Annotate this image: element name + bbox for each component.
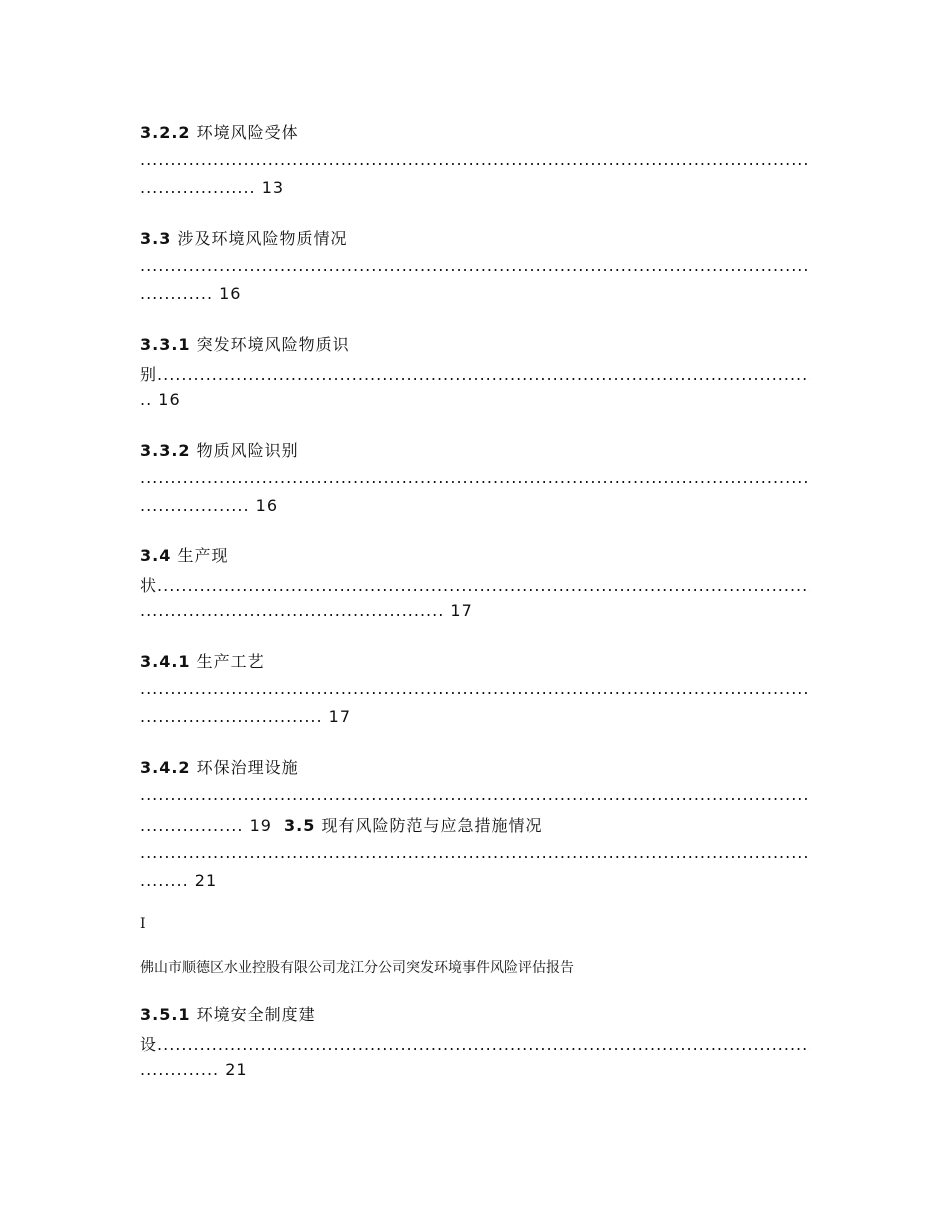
toc-entry-page: 16	[158, 390, 181, 409]
toc-entry-page: 19	[249, 816, 272, 835]
toc-entry-heading	[140, 543, 228, 566]
toc-entry-page: 16	[255, 496, 278, 515]
toc-entry-page: 21	[194, 871, 218, 890]
toc-leader-dots	[140, 256, 810, 275]
toc-leader-dots	[140, 785, 810, 804]
toc-entry-page-line: .............................. 17	[140, 707, 352, 726]
toc-entry-number: 3.3	[140, 229, 172, 248]
toc-leader-line	[140, 362, 810, 385]
toc-entry-title: 涉及环境风险物质情况	[177, 229, 348, 248]
toc-entry-page: 16	[219, 284, 242, 303]
toc-entry-number: 3.5.1	[140, 1005, 191, 1024]
toc-leader-dots	[140, 468, 810, 487]
toc-entry-heading	[140, 226, 347, 249]
toc-entry-title: 环境安全制度建	[196, 1005, 316, 1024]
toc-entry-number: 3.3.1	[140, 335, 191, 354]
toc-entry-page: 21	[225, 1060, 248, 1079]
toc-entry-title: 生产现	[177, 546, 229, 565]
toc-leader-dots	[140, 150, 810, 169]
toc-leader-line	[140, 1032, 810, 1055]
toc-entry-page-line: .................................................. 17	[140, 601, 473, 620]
toc-entry-number: 3.3.2	[140, 441, 191, 460]
toc-leader-dots	[140, 843, 810, 862]
toc-entry-page-line: ............ 16	[140, 284, 242, 303]
toc-entry-heading	[140, 120, 299, 143]
toc-entry-page-line: ................. 19 3.5 现有风险防范与应急措施情况	[140, 816, 543, 835]
toc-entry-number: 3.5	[284, 816, 316, 835]
toc-entry-title: 环境风险受体	[196, 123, 299, 142]
toc-entry-title: 环保治理设施	[196, 758, 299, 777]
toc-entry-heading	[140, 438, 299, 461]
toc-entry-title-tail: 状	[140, 576, 158, 595]
running-header: 佛山市顺德区水业控股有限公司龙江分公司突发环境事件风险评估报告	[140, 960, 574, 976]
toc-entry-number: 3.4.2	[140, 758, 191, 777]
toc-entry-title: 现有风险防范与应急措施情况	[321, 816, 543, 835]
page-marker: I	[140, 916, 146, 932]
toc-entry-title-tail: 别	[140, 365, 158, 384]
toc-entry-number: 3.2.2	[140, 123, 191, 142]
toc-entry-page: 17	[450, 601, 473, 620]
toc-entry-number: 3.4	[140, 546, 172, 565]
toc-entry-title: 物质风险识别	[196, 441, 299, 460]
toc-entry-title-tail: 设	[140, 1035, 158, 1054]
toc-entry-page: 13	[261, 178, 285, 197]
toc-entry-page-line: ................... 13	[140, 178, 285, 197]
toc-entry-heading	[140, 649, 265, 672]
toc-entry-page-line: ............. 21	[140, 1060, 248, 1079]
toc-entry-heading	[140, 1002, 316, 1025]
toc-entry-title: 突发环境风险物质识	[196, 335, 350, 354]
toc-leader-dots	[140, 679, 810, 698]
toc-entry-number: 3.4.1	[140, 652, 191, 671]
toc-entry-title: 生产工艺	[196, 652, 265, 671]
toc-entry-page: 17	[328, 707, 352, 726]
toc-entry-heading	[140, 332, 350, 355]
toc-entry-page-line: .................. 16	[140, 496, 278, 515]
toc-leader-line	[140, 573, 810, 596]
toc-entry-page-line: .. 16	[140, 390, 181, 409]
toc-entry-page-line: ........ 21	[140, 871, 218, 890]
toc-entry-heading	[140, 755, 299, 778]
